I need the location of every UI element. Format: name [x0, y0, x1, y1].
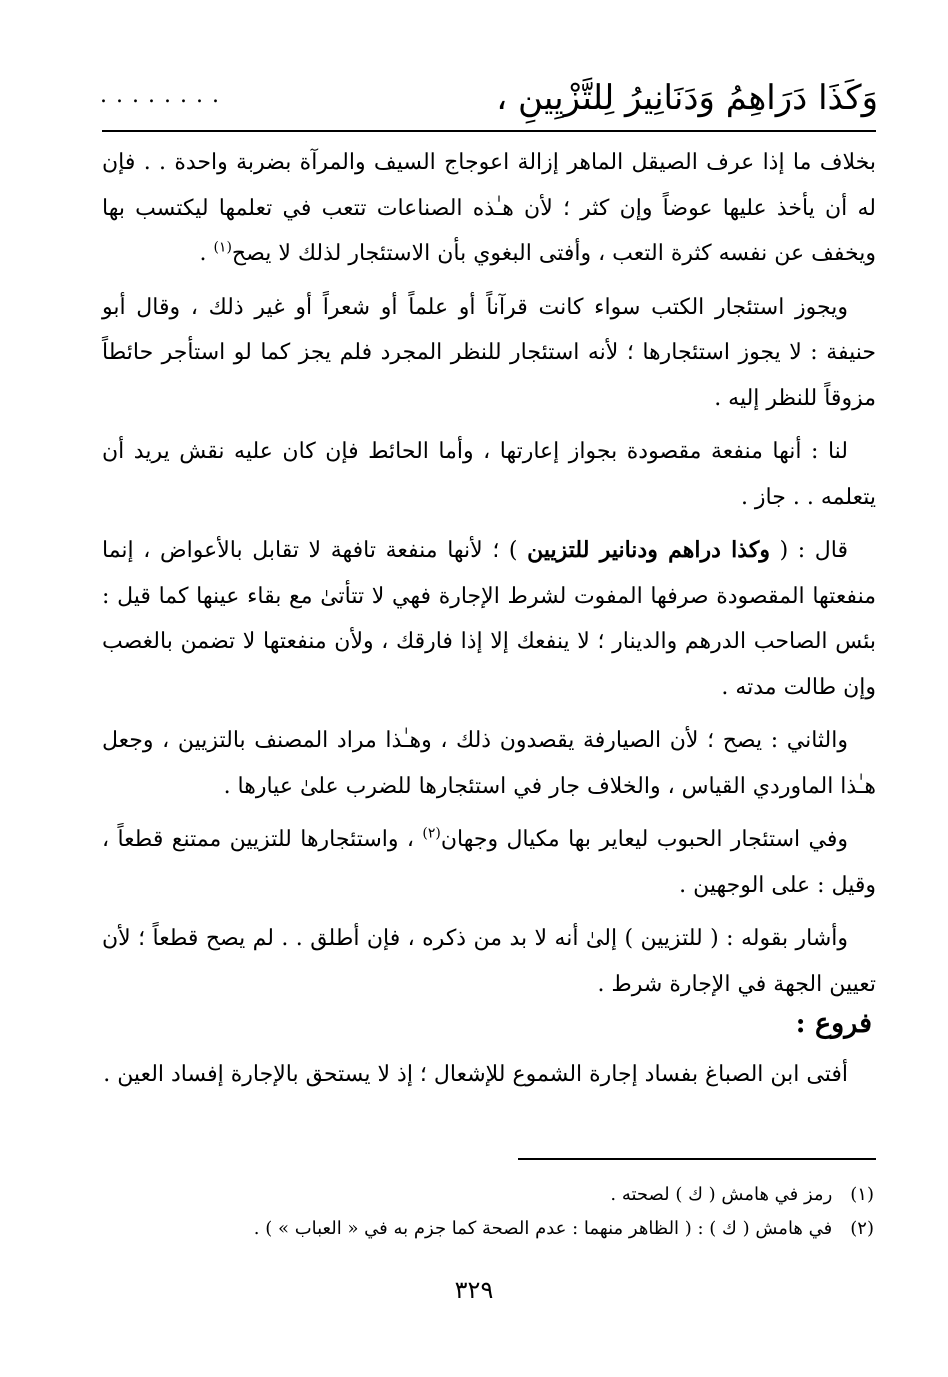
page-number: ٣٢٩	[454, 1276, 494, 1304]
running-header	[100, 58, 878, 118]
paragraph-1: بخلاف ما إذا عرف الصيقل الماهر إزالة اعوجاج السيف والمرآة بضربة واحدة . . فإن له أن يأخذ عليها عوضاً وإن كثر ؛ لأن هـٰذه الصناعات تتعب في تعلمها ليكتسب بها ويخفف عن نفسه كثرة التعب ، وأفتى البغوي بأن الاستئجار لذلك لا يصح$^{(١)}$ .	[102, 150, 876, 266]
paragraph-4: قال : ( وكذا دراهم ودنانير للتزيين ) ؛ لأنها منفعة تافهة لا تقابل بالأعواض ، إنما منفعتها المقصودة صرفها المفوت لشرط الإجارة فهي لا تتأتىٰ مع بقاء عينها كما قيل : بئس الصاحب الدرهم والدينار ؛ لا ينفعك إلا إذا فارقك ، ولأن منفعتها لا تضمن بالغصب وإن طالت مدته .	[102, 537, 876, 700]
paragraph-2: ويجوز استئجار الكتب سواء كانت قرآناً أو علماً أو شعراً أو غير ذلك ، وقال أبو حنيفة : لا يجوز استئجارها ؛ لأنه استئجار للنظر المجرد فلم يجز كما لو استأجر حائطاً مزوقاً للنظر إليه .	[102, 294, 876, 411]
footnotes	[102, 1178, 874, 1246]
footnote-marker-2: (٢)	[422, 825, 441, 842]
paragraph-3: لنا : أنها منفعة مقصودة بجواز إعارتها ، وأما الحائط فإن كان عليه نقش يريد أن يتعلمه . . جاز .	[102, 439, 876, 510]
header-rule	[102, 130, 876, 132]
main-text	[102, 140, 876, 1015]
section-heading: فروع :	[795, 1008, 872, 1039]
paragraph-5: والثاني : يصح ؛ لأن الصيارفة يقصدون ذلك ، وهـٰذا مراد المصنف بالتزيين ، وجعل هـٰذا الماوردي القياس ، والخلاف جار في استئجارها للضرب علىٰ عيارها .	[102, 728, 876, 799]
footnote-rule	[518, 1158, 876, 1160]
matn-quote: وكذا دراهم ودنانير للتزيين	[527, 537, 770, 563]
footnote-2: (٢) في هامش ( ك ) : ( الظاهر منهما : عدم الصحة كما جزم به في « العباب » ) .	[253, 1218, 874, 1239]
header-title: وَكَذَا دَرَاهِمُ وَدَنَانِيرُ لِلتَّزْيِينِ ،	[496, 78, 878, 118]
footnote-1: (١) رمز في هامش ( ك ) لصحته .	[610, 1184, 874, 1205]
section-text: أفتى ابن الصباغ بفساد إجارة الشموع للإشعال ؛ إذ لا يستحق بالإجارة إفساد العين .	[103, 1062, 848, 1087]
paragraph-7: وأشار بقوله : ( للتزيين ) إلىٰ أنه لا بد من ذكره ، فإن أطلق . . لم يصح قطعاً ؛ لأن تعيين الجهة في الإجارة شرط .	[102, 926, 876, 997]
header-dots: ........	[100, 83, 228, 108]
footnote-marker-1: (١)	[213, 239, 232, 256]
paragraph-6: وفي استئجار الحبوب ليعاير بها مكيال وجهان$^{(٢)}$ ، واستئجارها للتزيين ممتنع قطعاً ، وقيل : على الوجهين .	[102, 825, 876, 898]
